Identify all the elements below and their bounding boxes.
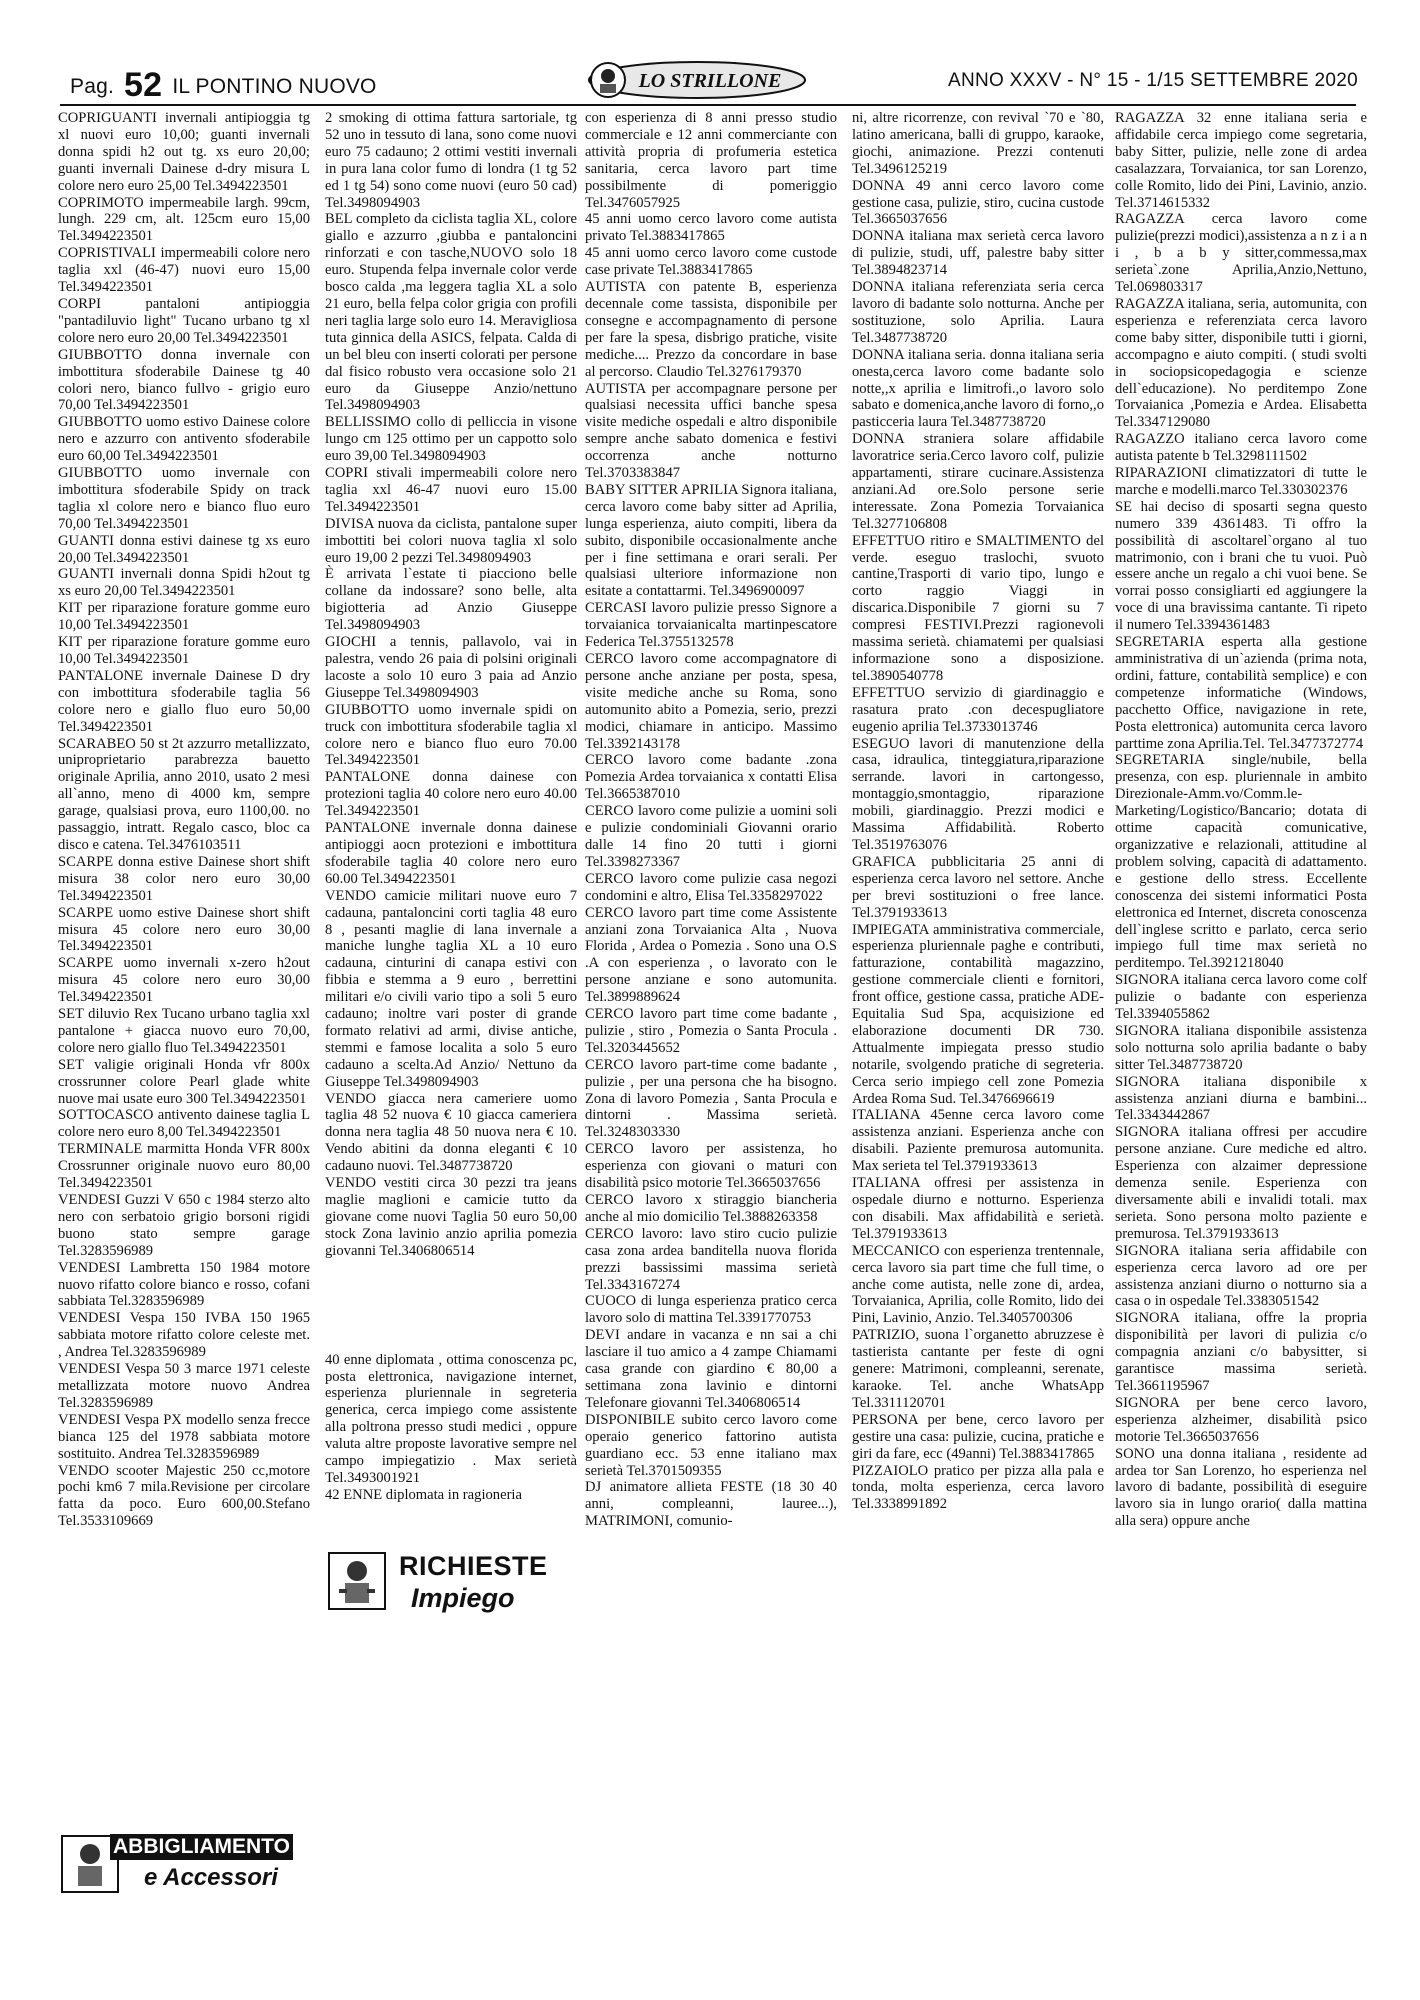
- worker-mascot-icon: [325, 1549, 389, 1613]
- classified-ad: SEGRETARIA esperta alla gestione amministrativa di un`azienda (prima nota, ordini, fatture, contabilità semplice) e con competenze informatiche (Windows, pacchetto Office, navigazione in rete, Posta elettronica) automunita cerca lavoro parttime zona Aprilia.Tel. Tel.3477372774: [1115, 634, 1367, 752]
- classified-ad: RIPARAZIONI climatizzatori di tutte le marche e modelli.marco Tel.330302376: [1115, 465, 1367, 498]
- classified-ad: SCARPE donna estive Dainese short shift misura 38 color nero euro 30,00 Tel.3494223501: [58, 853, 310, 904]
- classified-ad: VENDESI Vespa PX modello senza frecce bianca 125 del 1978 sabbiata motore sostituito. Andrea Tel.3283596989: [58, 1411, 310, 1462]
- classified-ad: COPRIGUANTI invernali antipioggia tg xl nuovi euro 10,00; guanti invernali donna spidi h2 out tg. xs euro 20,00; guanti invernali Dainese d-dry misura L colore nero euro 25,00 Tel.3494223501: [58, 110, 310, 194]
- newspaper-name: IL PONTINO NUOVO: [172, 75, 377, 98]
- classified-ad: DIVISA nuova da ciclista, pantalone super imbottiti bei colori nuova taglia xl solo euro 19,00 2 pezzi Tel.3498094903: [325, 515, 577, 566]
- classified-ad: CERCO lavoro per assistenza, ho esperienza con giovani o maturi con disabilità psico motorie Tel.3665037656: [585, 1141, 837, 1192]
- classified-ad: IMPIEGATA amministrativa commerciale, esperienza pluriennale paghe e contributi, fatturazione, contabilità magazzino, gestione commerciale clienti e fornitori, front office, gestione cassa, pratiche ADE- Equitalia Sud Spa, acquisizione ed elaborazione documenti DR 730. Attualmente impiegata presso studio notarile, svolgendo pratiche di segreteria. Cerca serio impiego cell zone Pomezia Ardea Roma Sud. Tel.3476696619: [852, 921, 1104, 1107]
- classified-ad: CERCO lavoro come accompagnatore di persone anche anziane per posta, spesa, visite mediche anche su Roma, sono automunito abito a Pomezia, serio, prezzi modici, chiamare in anticipo. Massimo Tel.3392143178: [585, 651, 837, 752]
- issue-info: ANNO XXXV - N° 15 - 1/15 SETTEMBRE 2020: [948, 70, 1358, 91]
- classified-ad: CERCO lavoro come pulizie casa negozi condomini e altro, Elisa Tel.3358297022: [585, 870, 837, 904]
- classified-column-3: [585, 110, 837, 1530]
- classified-ad: PANTALONE donna dainese con protezioni taglia 40 colore nero euro 40.00 Tel.3494223501: [325, 769, 577, 820]
- classified-ad: EFFETTUO servizio di giardinaggio e rasatura prato .con decespugliatore eugenio aprilia Tel.3733013746: [852, 684, 1104, 735]
- classified-ad: RAGAZZO italiano cerca lavoro come autista patente b Tel.3298111502: [1115, 431, 1367, 465]
- classified-ad: PERSONA per bene, cerco lavoro per gestire una casa: pulizie, cucina, pratiche e giri da fare, ecc (49anni) Tel.3883417865: [852, 1411, 1104, 1462]
- classified-ad: SIGNORA italiana, offre la propria disponibilità per lavori di pulizia c/o compagnia anziani c/o babysitter, si garantisce massima serietà. Tel.3661195967: [1115, 1310, 1367, 1394]
- classified-ad: CERCO lavoro: lavo stiro cucio pulizie casa zona ardea banditella nuova florida prezzi bassissimi massima serietà Tel.3343167274: [585, 1225, 837, 1293]
- richieste-impiego-banner: [325, 1545, 547, 1617]
- classified-ad: CUOCO di lunga esperienza pratico cerca lavoro solo di mattina Tel.3391770753: [585, 1293, 837, 1327]
- classified-ad: RAGAZZA cerca lavoro come pulizie(prezzi modici),assistenza a n z i a n i , b a b y sitter,commessa,max serieta`.zone Aprilia,Anzio,Nettuno, Tel.069803317: [1115, 211, 1367, 296]
- classified-ad: PATRIZIO, suona l`organetto abruzzese è tastierista cantante per feste di ogni genere: Matrimoni, compleanni, serenate, karaoke. Tel. anche WhatsApp Tel.3311120701: [852, 1327, 1104, 1411]
- abbigliamento-title-line1: ABBIGLIAMENTO: [110, 1834, 293, 1860]
- classified-ad: DONNA italiana referenziata seria cerca lavoro di badante solo notturna. Anche per sostituzione, solo Aprilia. Laura Tel.3487738720: [852, 279, 1104, 346]
- classified-ad: PANTALONE invernale Dainese D dry con imbottitura sfoderabile taglia 56 colore nero e giallo fluo euro 50,00 Tel.3494223501: [58, 667, 310, 735]
- classified-ad: CERCO lavoro part time come badante , pulizie , stiro , Pomezia o Santa Procula . Tel.3203445652: [585, 1006, 837, 1056]
- classified-ad: È arrivata l`estate ti piacciono belle collane da indossare? sono belle, alta bigiotteria ad Anzio Giuseppe Tel.3498094903: [325, 566, 577, 634]
- classified-ad: DONNA 49 anni cerco lavoro come gestione casa, pulizie, stiro, cucina custode Tel.3665037656: [852, 177, 1104, 228]
- classified-ad: SEGRETARIA single/nubile, bella presenza, con esp. pluriennale in ambito Direzionale-Amm.vo/Comm.le-Marketing/Logistico/Bancario; dotata di ottime capacità comunicative, organizzative e relazionali, attitudine al problem solving, capacità di adattamento. e gestione dello stress. Eccellente conoscenza dei sistemi informatici Posta elettronica ed Internet, discreta conoscenza dell`inglese scritto e parlato, cerca serio impiego full time max serietà no perditempo. Tel.3921218040: [1115, 752, 1367, 972]
- classified-ad: GRAFICA pubblicitaria 25 anni di esperienza cerca lavoro nel settore. Anche per brevi sostituzioni o free lance. Tel.3791933613: [852, 853, 1104, 921]
- classified-ad: COPRI stivali impermeabili colore nero taglia xxl 46-47 nuovi euro 15.00 Tel.3494223501: [325, 465, 577, 515]
- classified-ad: TERMINALE marmitta Honda VFR 800x Crossrunner originale nuovo euro 80,00 Tel.3494223501: [58, 1141, 310, 1192]
- classified-ad: RAGAZZA 32 enne italiana seria e affidabile cerca impiego come segretaria, baby Sitter, pulizie, nelle zone di ardea casalazzara, Torvaianica, tor san Lorenzo, colle Romito, lido dei Pini, Lavinio, anzio. Tel.3714615332: [1115, 110, 1367, 211]
- classified-ad: CERCO lavoro part time come Assistente anziani zona Torvaianica Alta , Nuova Florida , Ardea o Pomezia . Sono una O.S .A con esperienza , o lavorato con le persone anziane e sono automunita. Tel.3899889624: [585, 904, 837, 1006]
- classified-ad: MECCANICO con esperienza trentennale, cerca lavoro sia part time che full time, o anche come autista, nelle zone di, ardea, Torvaianica, Aprilia, colle Romito, lido dei Pini, Lavinio, Anzio. Tel.3405700306: [852, 1242, 1104, 1327]
- classified-ad: BEL completo da ciclista taglia XL, colore giallo e azzurro ,giubba e pantaloncini rinforzati e con tasche,NUOVO solo 18 euro. Stupenda felpa invernale color verde bosco calda ,ma leggera taglia XL a solo 21 euro, bella felpa color grigia con profili neri taglia large solo euro 14. Meravigliosa tuta ginnica della ASICS, felpata. Calda di un bel bleu con inserti colorati per persone dal fisico robusto vera occasione solo 21 euro da Giuseppe Anzio/nettuno Tel.3498094903: [325, 211, 577, 414]
- classified-ad: AUTISTA per accompagnare persone per qualsiasi necessita uffici banche spesa visite mediche ospedali e altro disponibile sempre anche sabato domenica e festivi occorrenza anche notturno Tel.3703383847: [585, 380, 837, 482]
- classified-ad: ITALIANA offresi per assistenza in ospedale diurno e notturno. Esperienza con disabili. Max affidabilità e serietà. Tel.3791933613: [852, 1175, 1104, 1242]
- classified-ad: 42 ENNE diplomata in ragioneria: [325, 1486, 522, 1503]
- page-header-left: [70, 66, 377, 105]
- classified-ad: VENDO camicie militari nuove euro 7 cadauna, pantaloncini corti taglia 48 euro 8 , pesanti maglie di lana invernale a maniche lunghe taglia XL a 10 euro cadauna, cinturini di canapa estivi con fibbia e stemma a 9 euro , berrettini militari e/o civili vario tipo a soli 5 euro cadauno; inoltre vari poster di grande formato relativi ad armi, divise antiche, stemmi e famose localita a solo 5 euro cadauno a scelta.Ad Anzio/ Nettuno da Giuseppe Tel.3498094903: [325, 887, 577, 1090]
- classified-ad: CORPI pantaloni antipioggia "pantadiluvio light" Tucano urbano tg xl colore nero euro 20,00 Tel.3494223501: [58, 295, 310, 346]
- classified-ad: DONNA italiana max serietà cerca lavoro di pulizie, studi, uff, palestre baby sitter Tel.3894823714: [852, 228, 1104, 279]
- classified-ad: CERCO lavoro come badante .zona Pomezia Ardea torvaianica x contatti Elisa Tel.3665387010: [585, 752, 837, 803]
- classified-ad: CERCASI lavoro pulizie presso Signore a torvaianica torvaianicalta martinpescatore Federica Tel.3755132578: [585, 600, 837, 651]
- page-label: Pag.: [70, 75, 114, 98]
- classified-ad: GIUBBOTTO donna invernale con imbottitura sfoderabile Dainese tg 40 colori nero, bianco fullvo - grigio euro 70,00 Tel.3494223501: [58, 346, 310, 414]
- classified-column-1: [58, 110, 310, 1530]
- abbigliamento-title-line2: e Accessori: [144, 1864, 278, 1891]
- classified-ad: VENDESI Vespa 150 IVBA 150 1965 sabbiata motore rifatto colore celeste met. , Andrea Tel.3283596989: [58, 1310, 310, 1361]
- classified-ad: SCARPE uomo estive Dainese short shift misura 45 colore nero euro 30,00 Tel.3494223501: [58, 904, 310, 955]
- classified-ad: ITALIANA 45enne cerca lavoro come assistenza anziani. Esperienza anche con disabili. Paziente premurosa automunita. Max serieta tel Tel.3791933613: [852, 1107, 1104, 1175]
- classified-ad: PIZZAIOLO pratico per pizza alla pala e tonda, molta esperienza, cerca lavoro Tel.3338991892: [852, 1462, 1104, 1513]
- classified-ad: VENDESI Guzzi V 650 c 1984 sterzo alto nero con serbatoio grigio borsoni rigidi buono stato sempre garage Tel.3283596989: [58, 1192, 310, 1259]
- page-number: 52: [124, 66, 163, 104]
- classified-ad: BELLISSIMO collo di pelliccia in visone lungo cm 125 ottimo per un cappotto solo euro 39,00 Tel.3498094903: [325, 414, 577, 465]
- classified-ad: GUANTI invernali donna Spidi h2out tg xs euro 20,00 Tel.3494223501: [58, 566, 310, 600]
- classified-ad: RAGAZZA italiana, seria, automunita, con esperienza e referenziata cerca lavoro come baby sitter, disponibile tutti i giorni, accompagno e aiuto compiti. ( studi svolti in sociopsicopedagogia e scienze dell`educazione). No perditempo Zone Torvaianica ,Pomezia e Ardea. Elisabetta Tel.3347129080: [1115, 295, 1367, 431]
- classified-ad: VENDESI Lambretta 150 1984 motore nuovo rifatto colore bianco e rosso, cofani sabbiata Tel.3283596989: [58, 1259, 310, 1310]
- classified-ad: GIOCHI a tennis, pallavolo, vai in palestra, vendo 26 paia di polsini originali lacoste a solo 10 euro 3 paia ad Anzio Giuseppe Tel.3498094903: [325, 634, 577, 701]
- impiego-title-line1: RICHIESTE: [399, 1551, 548, 1581]
- classified-ad: GIUBBOTTO uomo invernale con imbottitura sfoderabile Spidy on track taglia xl colore nero e bianco fluo euro 70,00 Tel.3494223501: [58, 465, 310, 532]
- classified-ad: DONNA straniera solare affidabile lavoratrice seria.Cerco lavoro colf, pulizie appartamenti, stirare cucinare.Assistenza anziani.Ad ore.Solo persone serie interessate. Zona Pomezia Torvaianica Tel.3277106808: [852, 431, 1104, 532]
- classified-ad: EFFETTUO ritiro e SMALTIMENTO del verde. eseguo traslochi, svuoto cantine,Trasporti di vario tipo, lungo e corto raggio Viaggi in discarica.Disponibile 7 giorni su 7 compresi FESTIVI.Prezzi ragionevoli massima serietà. chiamatemi per qualsiasi informazione sono a disposizione. tel.3890540778: [852, 532, 1104, 684]
- classified-ad: SIGNORA italiana disponibile x assistenza anziani diurna e bambini... Tel.3343442867: [1115, 1073, 1367, 1124]
- classified-ad: SIGNORA italiana cerca lavoro come colf pulizie o badante con esperienza Tel.3394055862: [1115, 972, 1367, 1023]
- classified-ad: CERCO lavoro come pulizie a uomini soli e pulizie condominiali Giovanni orario dalle 14 fino 20 tutti i giorni Tel.3398273367: [585, 803, 837, 870]
- classified-ad: SCARABEO 50 st 2t azzurro metallizzato, uniproprietario parabrezza bauetto originale Aprilia, anno 2010, usato 2 mesi all`anno, meno di 4000 km, sempre garage, qualsiasi prova, euro 1100,00. no passaggio, intratt. Regalo casco, bloc ca disco e catena. Tel.3476103511: [58, 735, 310, 853]
- classified-column-5: [1115, 110, 1367, 1530]
- classified-ad: ESEGUO lavori di manutenzione della casa, idraulica, tinteggiatura,riparazione serrande. lavori in cartongesso, montaggio,smontaggio, riparazione mobili, giardinaggio. Prezzi modici e Massima Affidabilità. Roberto Tel.3519763076: [852, 735, 1104, 853]
- classified-ad: BABY SITTER APRILIA Signora italiana, cerca lavoro come baby sitter ad Aprilia, lunga esperienza, aiuto compiti, libera da subito, disponibile occasionalmente anche per i fine settimana e orari serali. Per qualsiasi ulteriore informazione non esitate a contattarmi. Tel.3496900097: [585, 481, 837, 600]
- header-rule: [60, 104, 1356, 106]
- classified-ad: VENDO vestiti circa 30 pezzi tra jeans maglie maglioni e camicie tutto da giovane come nuovi Taglia 50 euro 50,00 stock Zona lavinio anzio aprilia pomezia giovanni Tel.3406806514: [325, 1175, 577, 1259]
- page-header: [58, 60, 1358, 104]
- classified-ad: DONNA italiana seria. donna italiana seria onesta,cerca lavoro come badante solo notte,,x aprilia e limitrofi.,o lavoro solo sabato e domenica,anche lavoro di forno,,o pasticceria laura Tel.3487738720: [852, 346, 1104, 431]
- classified-ad: 2 smoking di ottima fattura sartoriale, tg 52 uno in tessuto di lana, sono come nuovi euro 75 cadauno; 2 ottimi vestiti invernali in pura lana color fumo di londra (1 tg 52 ed 1 tg 54) sono come nuovi (euro 50 cad) Tel.3498094903: [325, 110, 577, 211]
- classified-ad: GIUBBOTTO uomo estivo Dainese colore nero e azzurro con antivento sfoderabile euro 60,00 Tel.3494223501: [58, 414, 310, 465]
- logo-text: LO STRILLONE: [638, 70, 782, 92]
- classified-ad: KIT per riparazione forature gomme euro 10,00 Tel.3494223501: [58, 600, 310, 634]
- classified-ad: SONO una donna italiana , residente ad ardea tor San Lorenzo, ho esperienza nel lavoro di badante, possibilità di eseguire lavoro sia in lungo orario( dalla mattina alla sera) oppure anche: [1115, 1445, 1367, 1530]
- classified-column-4: [852, 110, 1104, 1513]
- impiego-title-line2: Impiego: [411, 1583, 515, 1613]
- classified-ad: CERCO lavoro part-time come badante , pulizie , per una persona che ha bisogno. Zona di lavoro Pomezia , Santa Procula e dintorni . Massima serietà. Tel.3248303330: [585, 1056, 837, 1141]
- classified-ad: PANTALONE invernale donna dainese antipioggi aocn protezioni e imbottitura sfoderabile taglia 40 colore nero euro 60.00 Tel.3494223501: [325, 820, 577, 887]
- abbigliamento-banner: [58, 1830, 290, 1898]
- classified-ad: SIGNORA italiana disponibile assistenza solo notturna solo aprilia badante o baby sitter Tel.3487738720: [1115, 1022, 1367, 1073]
- classified-ad: SOTTOCASCO antivento dainese taglia L colore nero euro 8,00 Tel.3494223501: [58, 1107, 310, 1141]
- classified-column-2: [325, 110, 577, 1504]
- lo-strillone-logo: [586, 58, 808, 102]
- classified-ad: SIGNORA italiana offresi per accudire persone anziane. Cure mediche ed altro. Esperienza con alzaimer depressione demenza senile. Esperienza con diversamente abili e invalidi totali. max serieta. Sono persona molto paziente e premurosa. Tel.3791933613: [1115, 1124, 1367, 1242]
- classified-ad: 45 anni uomo cerco lavoro come custode case private Tel.3883417865: [585, 245, 837, 279]
- classified-ad: SET diluvio Rex Tucano urbano taglia xxl pantalone + giacca nuovo euro 70,00, colore nero giallo fluo Tel.3494223501: [58, 1006, 310, 1056]
- classified-ad: DEVI andare in vacanza e nn sai a chi lasciare il tuo amico a 4 zampe Chiamami casa grande con giardino € 80,00 a settimana zona lavinio e dintorni Telefonare giovanni Tel.3406806514: [585, 1327, 837, 1411]
- classified-ad: CERCO lavoro x stiraggio biancheria anche al mio domicilio Tel.3888263358: [585, 1192, 837, 1225]
- classified-ad: con esperienza di 8 anni presso studio commerciale e 12 anni commerciante con attività propria di profumeria estetica sanitaria, cerca lavoro part time possibilmente di pomeriggio Tel.3476057925: [585, 110, 837, 211]
- classified-ad: SIGNORA per bene cerco lavoro, esperienza alzheimer, disabilità psico motorie Tel.3665037656: [1115, 1394, 1367, 1445]
- classified-ad: 40 enne diplomata , ottima conoscenza pc, posta elettronica, navigazione internet, esperienza pluriennale in segreteria generica, cerca impiego come assistente alla poltrona presso studi medici , oppure valuta altre proposte lavorative sempre nel campo impiegatizio . Max serietà Tel.3493001921: [325, 1351, 577, 1486]
- classified-ad: VENDESI Vespa 50 3 marce 1971 celeste metallizzata motore nuovo Andrea Tel.3283596989: [58, 1361, 310, 1411]
- classified-ad: VENDO scooter Majestic 250 cc,motore pochi km6 7 mila.Revisione per circolare fatta da poco. Euro 600,00.Stefano Tel.3533109669: [58, 1462, 310, 1530]
- classified-ad: GUANTI donna estivi dainese tg xs euro 20,00 Tel.3494223501: [58, 532, 310, 566]
- classified-ad: SET valigie originali Honda vfr 800x crossrunner colore Pearl glade white nuove mai usate euro 300 Tel.3494223501: [58, 1056, 310, 1107]
- classified-ad: DJ animatore allieta FESTE (18 30 40 anni, compleanni, lauree...), MATRIMONI, comunio-: [585, 1479, 837, 1530]
- classified-ad: COPRIMOTO impermeabile largh. 99cm, lungh. 229 cm, alt. 125cm euro 15,00 Tel.3494223501: [58, 194, 310, 245]
- classified-ad: SCARPE uomo invernali x-zero h2out misura 45 colore nero euro 30,00 Tel.3494223501: [58, 955, 310, 1006]
- classified-ad: ni, altre ricorrenze, con revival `70 e `80, latino americana, balli di gruppo, karaoke, giochi, animazione. Prezzi contenuti Tel.3496125219: [852, 110, 1104, 177]
- classified-ad: VENDO giacca nera cameriere uomo taglia 48 52 nuova € 10 giacca cameriera donna nera taglia 48 50 nuova nera € 10. Vendo abitini da donna eleganti € 10 cadauno nuovi. Tel.3487738720: [325, 1090, 577, 1175]
- classified-ad: KIT per riparazione forature gomme euro 10,00 Tel.3494223501: [58, 634, 310, 667]
- classified-ad: AUTISTA con patente B, esperienza decennale come tassista, disponibile per consegne e accompagnamento di persone per fare la spesa, disbrigo pratiche, visite mediche.... Prezzo da concordare in base al percorso. Claudio Tel.3276179370: [585, 279, 837, 380]
- classified-ad: GIUBBOTTO uomo invernale spidi on truck con imbottitura sfoderabile taglia xl colore nero e bianco fluo euro 70.00 Tel.3494223501: [325, 701, 577, 769]
- classified-ad: DISPONIBILE subito cerco lavoro come operaio generico fattorino autista guardiano ecc. 53 enne italiano max serietà Tel.3701509355: [585, 1411, 837, 1479]
- classified-ad: SIGNORA italiana seria affidabile con esperienza cerca lavoro ad ore per assistenza anziani diurno o notturno sia a casa o in ospedale Tel.3383051542: [1115, 1242, 1367, 1310]
- classified-ad: COPRISTIVALI impermeabili colore nero taglia xxl (46-47) nuovi euro 15,00 Tel.3494223501: [58, 245, 310, 296]
- classified-ad: SE hai deciso di sposarti segna questo numero 339 4361483. Ti offro la possibilità di ascoltarel`organo al tuo matrimonio, con i brani che tu vuoi. Può essere anche un regalo a chi vuoi bene. Se vorrai posso consigliarti ed aggiungere la voce di una bravissima cantante. Ti ripeto il numero Tel.3394361483: [1115, 498, 1367, 634]
- classified-ad: 45 anni uomo cerco lavoro come autista privato Tel.3883417865: [585, 211, 837, 245]
